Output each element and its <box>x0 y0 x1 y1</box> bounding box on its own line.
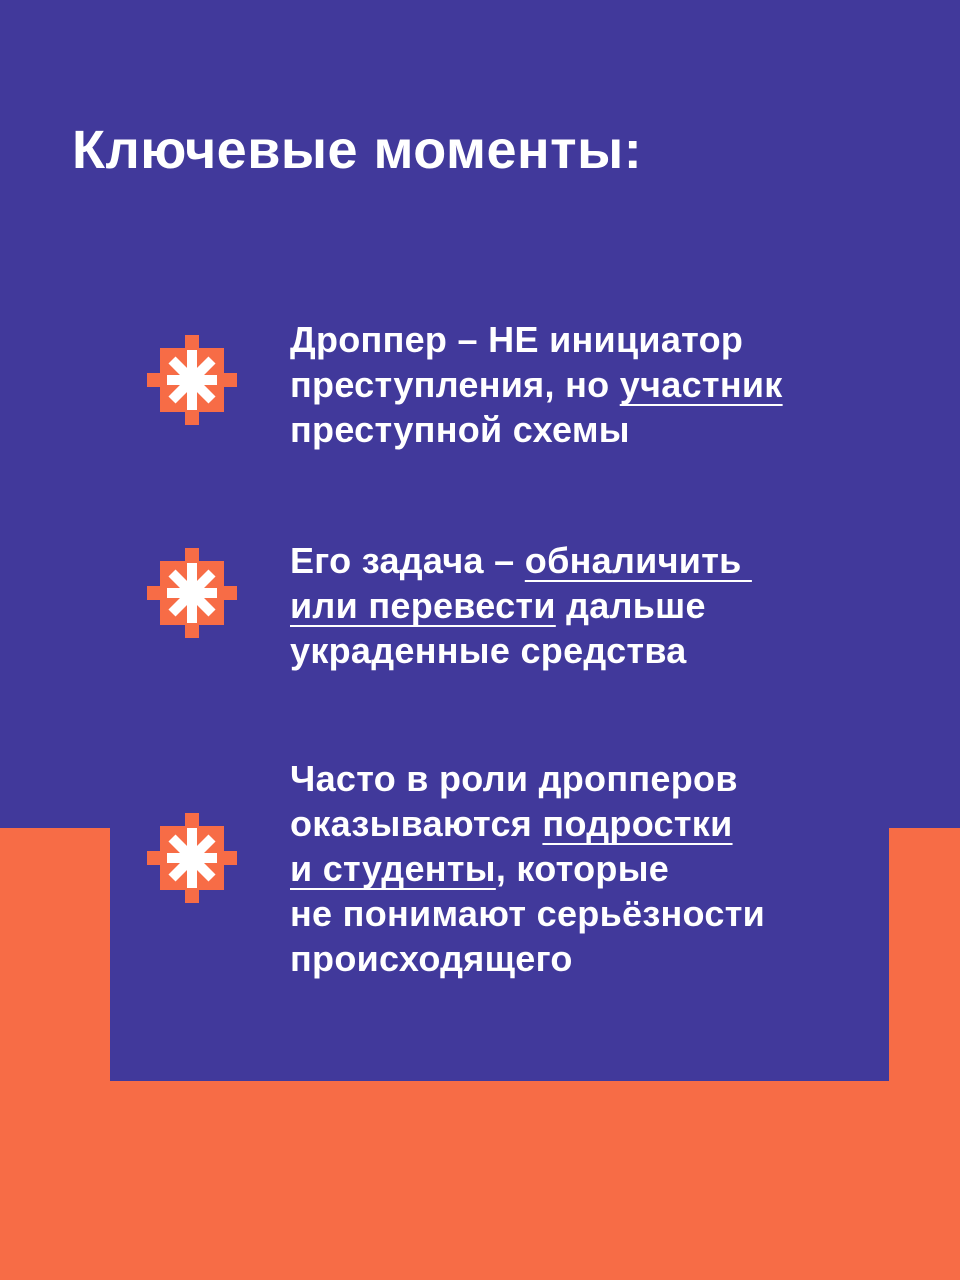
bullet-line <box>290 583 752 628</box>
underlined-text-segment: или перевести <box>290 585 556 626</box>
bullet-line <box>290 936 765 981</box>
asterisk-burst-icon <box>147 813 237 903</box>
bullet-text-segment: украденные средства <box>290 630 687 671</box>
bullet-text-segment: Часто в роли дропперов <box>290 758 738 799</box>
bullet-line <box>290 891 765 936</box>
bullet-text-segment: Его задача – <box>290 540 525 581</box>
bullet-line <box>290 846 765 891</box>
bullet-item <box>290 756 765 981</box>
asterisk-burst-icon <box>147 548 237 638</box>
bullet-line <box>290 407 783 452</box>
bullet-text-segment: Дроппер – НЕ инициатор <box>290 319 744 360</box>
bullet-line <box>290 538 752 583</box>
bullet-line <box>290 801 765 846</box>
bullet-item <box>290 538 752 673</box>
underlined-text-segment: обналичить <box>524 540 752 581</box>
bullet-text-segment: , которые <box>495 848 670 889</box>
bullet-text-segment: преступной схемы <box>290 409 630 450</box>
bullet-text-segment: преступления, но <box>290 364 620 405</box>
bullet-line <box>290 317 783 362</box>
bullet-text-segment: не понимают серьёзности <box>290 893 766 934</box>
bullet-line <box>290 756 765 801</box>
bullet-item <box>290 317 783 452</box>
underlined-text-segment: подростки <box>542 803 733 844</box>
underlined-text-segment: и студенты <box>290 848 496 889</box>
bullet-line <box>290 362 783 407</box>
bullet-line <box>290 628 752 673</box>
asterisk-burst-icon <box>147 335 237 425</box>
bullet-text-segment: дальше <box>555 585 706 626</box>
page-title: Ключевые моменты: <box>72 120 643 180</box>
bullet-text-segment: происходящего <box>290 938 573 979</box>
bullet-text-segment: оказываются <box>290 803 543 844</box>
underlined-text-segment: участник <box>619 364 783 405</box>
